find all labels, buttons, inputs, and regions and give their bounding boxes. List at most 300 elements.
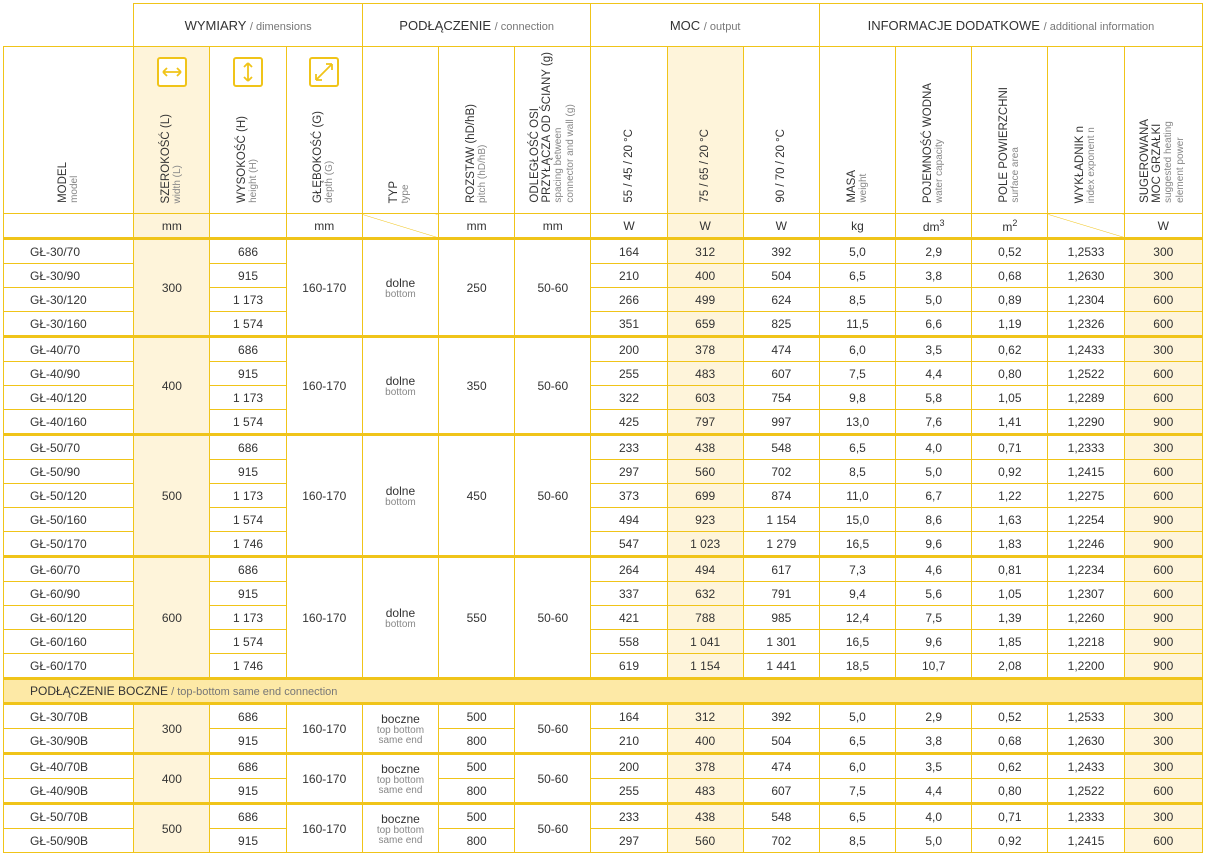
model-cell: GŁ-50/90B [4, 829, 134, 853]
output-90-cell: 702 [743, 460, 819, 484]
table-row [4, 754, 1203, 779]
output-90-cell: 474 [743, 754, 819, 779]
height-cell: 915 [210, 264, 286, 288]
output-90-cell: 548 [743, 435, 819, 460]
height-cell: 915 [210, 362, 286, 386]
table-row [4, 557, 1203, 582]
weight-cell: 6,0 [819, 754, 895, 779]
model-cell: GŁ-50/90 [4, 460, 134, 484]
exponent-cell: 1,2533 [1048, 239, 1124, 264]
spec-table [3, 3, 1203, 853]
heater-power-cell: 900 [1124, 508, 1202, 532]
output-55-cell: 297 [591, 829, 667, 853]
exponent-cell: 1,2433 [1048, 754, 1124, 779]
type-cell [362, 239, 438, 337]
col-header-sublabel: water capacity [933, 139, 945, 203]
output-90-cell: 607 [743, 779, 819, 804]
type-cell [362, 435, 438, 557]
output-55-cell: 233 [591, 804, 667, 829]
height-cell: 915 [210, 829, 286, 853]
height-cell: 915 [210, 779, 286, 804]
spacing-cell: 50-60 [515, 754, 591, 804]
depth-cell: 160-170 [286, 754, 362, 804]
weight-cell: 9,4 [819, 582, 895, 606]
water-capacity-cell: 2,9 [896, 239, 972, 264]
surface-area-cell: 0,92 [972, 460, 1048, 484]
unit-output-90: W [743, 214, 819, 239]
weight-cell: 9,8 [819, 386, 895, 410]
model-cell: GŁ-30/160 [4, 312, 134, 337]
table-row [4, 435, 1203, 460]
heater-power-cell: 600 [1124, 829, 1202, 853]
model-cell: GŁ-60/170 [4, 654, 134, 679]
output-75-cell: 438 [667, 804, 743, 829]
output-55-cell: 164 [591, 239, 667, 264]
col-header-label: TYP [388, 180, 401, 203]
surface-area-cell: 1,39 [972, 606, 1048, 630]
type-sublabel: bottom [385, 618, 416, 630]
output-75-cell: 1 041 [667, 630, 743, 654]
height-arrow-icon [233, 57, 263, 87]
type-label: boczne [381, 711, 420, 726]
output-90-cell: 1 441 [743, 654, 819, 679]
width-cell: 600 [134, 557, 210, 679]
depth-cell: 160-170 [286, 557, 362, 679]
section-label: PODŁĄCZENIE BOCZNE [30, 684, 169, 698]
width-cell: 300 [134, 239, 210, 337]
model-cell: GŁ-50/170 [4, 532, 134, 557]
surface-area-cell: 0,71 [972, 435, 1048, 460]
heater-power-cell: 300 [1124, 729, 1202, 754]
output-75-cell: 378 [667, 754, 743, 779]
exponent-cell: 1,2290 [1048, 410, 1124, 435]
width-cell: 300 [134, 704, 210, 754]
col-header-label: WYKŁADNIK n [1074, 125, 1087, 203]
col-header-label: POJEMNOŚĆ WODNA [921, 82, 934, 203]
heater-power-cell: 900 [1124, 532, 1202, 557]
depth-cell: 160-170 [286, 704, 362, 754]
output-55-cell: 200 [591, 337, 667, 362]
col-header-output-75 [667, 47, 743, 214]
output-90-cell: 474 [743, 337, 819, 362]
output-75-cell: 438 [667, 435, 743, 460]
weight-cell: 12,4 [819, 606, 895, 630]
height-cell: 1 746 [210, 532, 286, 557]
height-cell: 686 [210, 754, 286, 779]
column-header-row [4, 47, 1203, 214]
type-sublabel: bottom [385, 386, 416, 398]
output-75-cell: 312 [667, 704, 743, 729]
output-55-cell: 337 [591, 582, 667, 606]
heater-power-cell: 300 [1124, 804, 1202, 829]
type-sublabel: bottom [385, 288, 416, 300]
output-55-cell: 425 [591, 410, 667, 435]
surface-area-cell: 1,19 [972, 312, 1048, 337]
width-cell: 500 [134, 435, 210, 557]
surface-area-cell: 1,41 [972, 410, 1048, 435]
water-capacity-cell: 2,9 [896, 704, 972, 729]
type-sublabel: top bottom same end [376, 724, 425, 746]
col-header-sublabel: suggested heating element power [1163, 121, 1187, 203]
weight-cell: 18,5 [819, 654, 895, 679]
output-90-cell: 504 [743, 264, 819, 288]
side-connection-section-row [4, 679, 1203, 704]
model-cell: GŁ-40/70 [4, 337, 134, 362]
water-capacity-cell: 5,0 [896, 288, 972, 312]
height-cell: 686 [210, 435, 286, 460]
output-55-cell: 255 [591, 362, 667, 386]
spacing-cell: 50-60 [515, 704, 591, 754]
unit-heater-power: W [1124, 214, 1202, 239]
output-55-cell: 322 [591, 386, 667, 410]
exponent-cell: 1,2333 [1048, 804, 1124, 829]
water-capacity-cell: 9,6 [896, 630, 972, 654]
output-90-cell: 392 [743, 704, 819, 729]
water-capacity-cell: 5,6 [896, 582, 972, 606]
model-cell: GŁ-40/70B [4, 754, 134, 779]
weight-cell: 16,5 [819, 630, 895, 654]
height-cell: 1 173 [210, 288, 286, 312]
height-cell: 1 173 [210, 606, 286, 630]
water-capacity-cell: 5,8 [896, 386, 972, 410]
exponent-cell: 1,2260 [1048, 606, 1124, 630]
col-header-output-55 [591, 47, 667, 214]
output-75-cell: 1 023 [667, 532, 743, 557]
output-55-cell: 210 [591, 264, 667, 288]
col-header-output-90 [743, 47, 819, 214]
exponent-cell: 1,2326 [1048, 312, 1124, 337]
width-cell: 500 [134, 804, 210, 853]
weight-cell: 15,0 [819, 508, 895, 532]
water-capacity-cell: 3,5 [896, 337, 972, 362]
water-capacity-cell: 7,6 [896, 410, 972, 435]
col-header-label: 55 / 45 / 20 °C [622, 129, 635, 203]
col-header-exponent-n [1048, 47, 1124, 214]
exponent-cell: 1,2246 [1048, 532, 1124, 557]
height-cell: 1 574 [210, 508, 286, 532]
surface-area-cell: 0,71 [972, 804, 1048, 829]
surface-area-cell: 1,22 [972, 484, 1048, 508]
height-cell: 1 574 [210, 312, 286, 337]
depth-cell: 160-170 [286, 804, 362, 853]
col-header-label: MASA [845, 170, 858, 203]
height-cell: 1 173 [210, 386, 286, 410]
output-90-cell: 392 [743, 239, 819, 264]
col-header-type [362, 47, 438, 214]
height-cell: 915 [210, 460, 286, 484]
heater-power-cell: 600 [1124, 362, 1202, 386]
surface-area-cell: 1,83 [972, 532, 1048, 557]
output-90-cell: 874 [743, 484, 819, 508]
output-75-cell: 494 [667, 557, 743, 582]
type-sublabel: bottom [385, 496, 416, 508]
surface-area-cell: 0,80 [972, 779, 1048, 804]
water-capacity-cell: 4,0 [896, 804, 972, 829]
output-55-cell: 547 [591, 532, 667, 557]
type-cell [362, 804, 438, 853]
model-cell: GŁ-60/120 [4, 606, 134, 630]
height-cell: 686 [210, 557, 286, 582]
height-cell: 1 746 [210, 654, 286, 679]
col-header-width [134, 47, 210, 214]
width-cell: 400 [134, 337, 210, 435]
pitch-cell: 550 [439, 557, 515, 679]
model-cell: GŁ-50/160 [4, 508, 134, 532]
exponent-cell: 1,2289 [1048, 386, 1124, 410]
col-header-sublabel: type [400, 184, 412, 203]
col-header-sublabel: pitch (hD/hB) [476, 144, 488, 203]
weight-cell: 6,5 [819, 264, 895, 288]
output-75-cell: 603 [667, 386, 743, 410]
depth-cell: 160-170 [286, 435, 362, 557]
output-90-cell: 617 [743, 557, 819, 582]
col-header-label: 90 / 70 / 20 °C [775, 129, 788, 203]
output-90-cell: 997 [743, 410, 819, 435]
weight-cell: 8,5 [819, 460, 895, 484]
output-90-cell: 1 279 [743, 532, 819, 557]
model-cell: GŁ-30/70B [4, 704, 134, 729]
model-cell: GŁ-30/90B [4, 729, 134, 754]
heater-power-cell: 600 [1124, 582, 1202, 606]
output-55-cell: 494 [591, 508, 667, 532]
unit-output-55: W [591, 214, 667, 239]
surface-area-cell: 0,92 [972, 829, 1048, 853]
group-dimensions: WYMIARY / dimensions [134, 4, 363, 47]
type-label: dolne [385, 373, 416, 388]
weight-cell: 7,5 [819, 362, 895, 386]
unit-depth: mm [286, 214, 362, 239]
output-90-cell: 504 [743, 729, 819, 754]
col-header-sublabel: width (L) [171, 164, 183, 203]
pitch-cell: 500 [439, 754, 515, 779]
model-cell: GŁ-60/70 [4, 557, 134, 582]
water-capacity-cell: 10,7 [896, 654, 972, 679]
col-header-sublabel: model [68, 175, 80, 203]
height-cell: 686 [210, 239, 286, 264]
output-90-cell: 1 301 [743, 630, 819, 654]
height-cell: 686 [210, 804, 286, 829]
table-row [4, 804, 1203, 829]
surface-area-cell: 0,52 [972, 239, 1048, 264]
table-row [4, 239, 1203, 264]
output-75-cell: 483 [667, 779, 743, 804]
col-header-surface-area [972, 47, 1048, 214]
section-title [4, 679, 1203, 704]
output-75-cell: 1 154 [667, 654, 743, 679]
water-capacity-cell: 6,7 [896, 484, 972, 508]
output-55-cell: 164 [591, 704, 667, 729]
type-sublabel: top bottom same end [376, 774, 425, 796]
output-75-cell: 499 [667, 288, 743, 312]
heater-power-cell: 600 [1124, 484, 1202, 508]
output-55-cell: 233 [591, 435, 667, 460]
output-75-cell: 699 [667, 484, 743, 508]
type-label: boczne [381, 761, 420, 776]
output-90-cell: 548 [743, 804, 819, 829]
col-header-label: 75 / 65 / 20 °C [699, 129, 712, 203]
exponent-cell: 1,2433 [1048, 337, 1124, 362]
spacing-cell: 50-60 [515, 239, 591, 337]
heater-power-cell: 300 [1124, 239, 1202, 264]
output-75-cell: 400 [667, 729, 743, 754]
output-90-cell: 624 [743, 288, 819, 312]
water-capacity-cell: 3,8 [896, 264, 972, 288]
depth-cell: 160-170 [286, 337, 362, 435]
output-90-cell: 1 154 [743, 508, 819, 532]
water-capacity-cell: 4,4 [896, 779, 972, 804]
output-90-cell: 607 [743, 362, 819, 386]
units-row [4, 214, 1203, 239]
output-75-cell: 560 [667, 460, 743, 484]
output-75-cell: 312 [667, 239, 743, 264]
weight-cell: 7,5 [819, 779, 895, 804]
height-cell: 686 [210, 704, 286, 729]
exponent-cell: 1,2254 [1048, 508, 1124, 532]
exponent-cell: 1,2304 [1048, 288, 1124, 312]
exponent-cell: 1,2218 [1048, 630, 1124, 654]
unit-surface-area: $m^2$ [972, 214, 1048, 239]
surface-area-cell: 0,80 [972, 362, 1048, 386]
col-header-depth [286, 47, 362, 214]
model-cell: GŁ-60/90 [4, 582, 134, 606]
output-75-cell: 659 [667, 312, 743, 337]
output-90-cell: 985 [743, 606, 819, 630]
height-cell: 915 [210, 582, 286, 606]
height-cell: 1 173 [210, 484, 286, 508]
output-55-cell: 210 [591, 729, 667, 754]
output-75-cell: 632 [667, 582, 743, 606]
heater-power-cell: 600 [1124, 779, 1202, 804]
weight-cell: 6,0 [819, 337, 895, 362]
unit-pitch: mm [439, 214, 515, 239]
spacing-cell: 50-60 [515, 557, 591, 679]
col-header-spacing [515, 47, 591, 214]
col-header-label: MODEL [56, 162, 69, 203]
col-header-sublabel: spacing between connector and wall (g) [552, 104, 576, 203]
heater-power-cell: 900 [1124, 410, 1202, 435]
section-sublabel: / top-bottom same end connection [168, 686, 338, 698]
weight-cell: 11,0 [819, 484, 895, 508]
water-capacity-cell: 3,5 [896, 754, 972, 779]
exponent-cell: 1,2630 [1048, 264, 1124, 288]
water-capacity-cell: 4,0 [896, 435, 972, 460]
type-label: dolne [385, 275, 416, 290]
pitch-cell: 800 [439, 729, 515, 754]
surface-area-cell: 0,89 [972, 288, 1048, 312]
group-output: MOC / output [591, 4, 820, 47]
group-connection: PODŁĄCZENIE / connection [362, 4, 591, 47]
group-header-row [4, 4, 1203, 47]
col-header-sublabel: height (H) [248, 159, 260, 203]
col-header-sublabel: surface area [1009, 147, 1021, 203]
output-55-cell: 351 [591, 312, 667, 337]
unit-height [210, 214, 286, 239]
output-55-cell: 297 [591, 460, 667, 484]
col-header-label: ROZSTAW (hD/hB) [464, 103, 477, 203]
width-cell: 400 [134, 754, 210, 804]
weight-cell: 8,5 [819, 829, 895, 853]
output-55-cell: 200 [591, 754, 667, 779]
unit-model [4, 214, 134, 239]
heater-power-cell: 300 [1124, 264, 1202, 288]
heater-power-cell: 900 [1124, 630, 1202, 654]
output-90-cell: 754 [743, 386, 819, 410]
type-cell [362, 337, 438, 435]
heater-power-cell: 300 [1124, 704, 1202, 729]
model-cell: GŁ-40/90B [4, 779, 134, 804]
unit-type [362, 214, 438, 239]
col-header-label: ODLEGŁOŚĆ OSI PRZYŁĄCZA OD ŚCIANY (g) [528, 52, 553, 203]
heater-power-cell: 900 [1124, 606, 1202, 630]
exponent-cell: 1,2275 [1048, 484, 1124, 508]
col-header-heater-power [1124, 47, 1202, 214]
col-header-sublabel: weight [857, 174, 869, 203]
water-capacity-cell: 8,6 [896, 508, 972, 532]
model-cell: GŁ-30/70 [4, 239, 134, 264]
col-header-sublabel: depth (G) [324, 160, 336, 203]
model-cell: GŁ-60/160 [4, 630, 134, 654]
output-75-cell: 483 [667, 362, 743, 386]
output-55-cell: 558 [591, 630, 667, 654]
output-55-cell: 255 [591, 779, 667, 804]
type-cell [362, 754, 438, 804]
unit-spacing: mm [515, 214, 591, 239]
heater-power-cell: 600 [1124, 312, 1202, 337]
weight-cell: 6,5 [819, 804, 895, 829]
group-additional-info: INFORMACJE DODATKOWE / additional information [819, 4, 1202, 47]
height-cell: 1 574 [210, 630, 286, 654]
col-header-label: SZEROKOŚĆ (L) [159, 113, 172, 203]
water-capacity-cell: 5,0 [896, 829, 972, 853]
exponent-cell: 1,2522 [1048, 779, 1124, 804]
output-75-cell: 788 [667, 606, 743, 630]
pitch-cell: 800 [439, 779, 515, 804]
surface-area-cell: 0,52 [972, 704, 1048, 729]
exponent-cell: 1,2533 [1048, 704, 1124, 729]
weight-cell: 6,5 [819, 729, 895, 754]
type-cell [362, 557, 438, 679]
heater-power-cell: 300 [1124, 754, 1202, 779]
water-capacity-cell: 4,4 [896, 362, 972, 386]
unit-width: mm [134, 214, 210, 239]
weight-cell: 5,0 [819, 704, 895, 729]
unit-water-capacity: $dm^3$ [896, 214, 972, 239]
surface-area-cell: 0,81 [972, 557, 1048, 582]
exponent-cell: 1,2415 [1048, 460, 1124, 484]
water-capacity-cell: 7,5 [896, 606, 972, 630]
model-cell: GŁ-40/160 [4, 410, 134, 435]
exponent-cell: 1,2234 [1048, 557, 1124, 582]
col-header-water-capacity [896, 47, 972, 214]
heater-power-cell: 300 [1124, 435, 1202, 460]
table-row [4, 704, 1203, 729]
output-75-cell: 797 [667, 410, 743, 435]
exponent-cell: 1,2415 [1048, 829, 1124, 853]
col-header-label: WYSOKOŚĆ (H) [236, 116, 249, 203]
weight-cell: 16,5 [819, 532, 895, 557]
output-75-cell: 400 [667, 264, 743, 288]
output-90-cell: 702 [743, 829, 819, 853]
spacing-cell: 50-60 [515, 435, 591, 557]
model-cell: GŁ-30/90 [4, 264, 134, 288]
unit-weight: kg [819, 214, 895, 239]
surface-area-cell: 0,62 [972, 754, 1048, 779]
heater-power-cell: 300 [1124, 337, 1202, 362]
surface-area-cell: 2,08 [972, 654, 1048, 679]
height-cell: 915 [210, 729, 286, 754]
weight-cell: 7,3 [819, 557, 895, 582]
height-cell: 1 574 [210, 410, 286, 435]
